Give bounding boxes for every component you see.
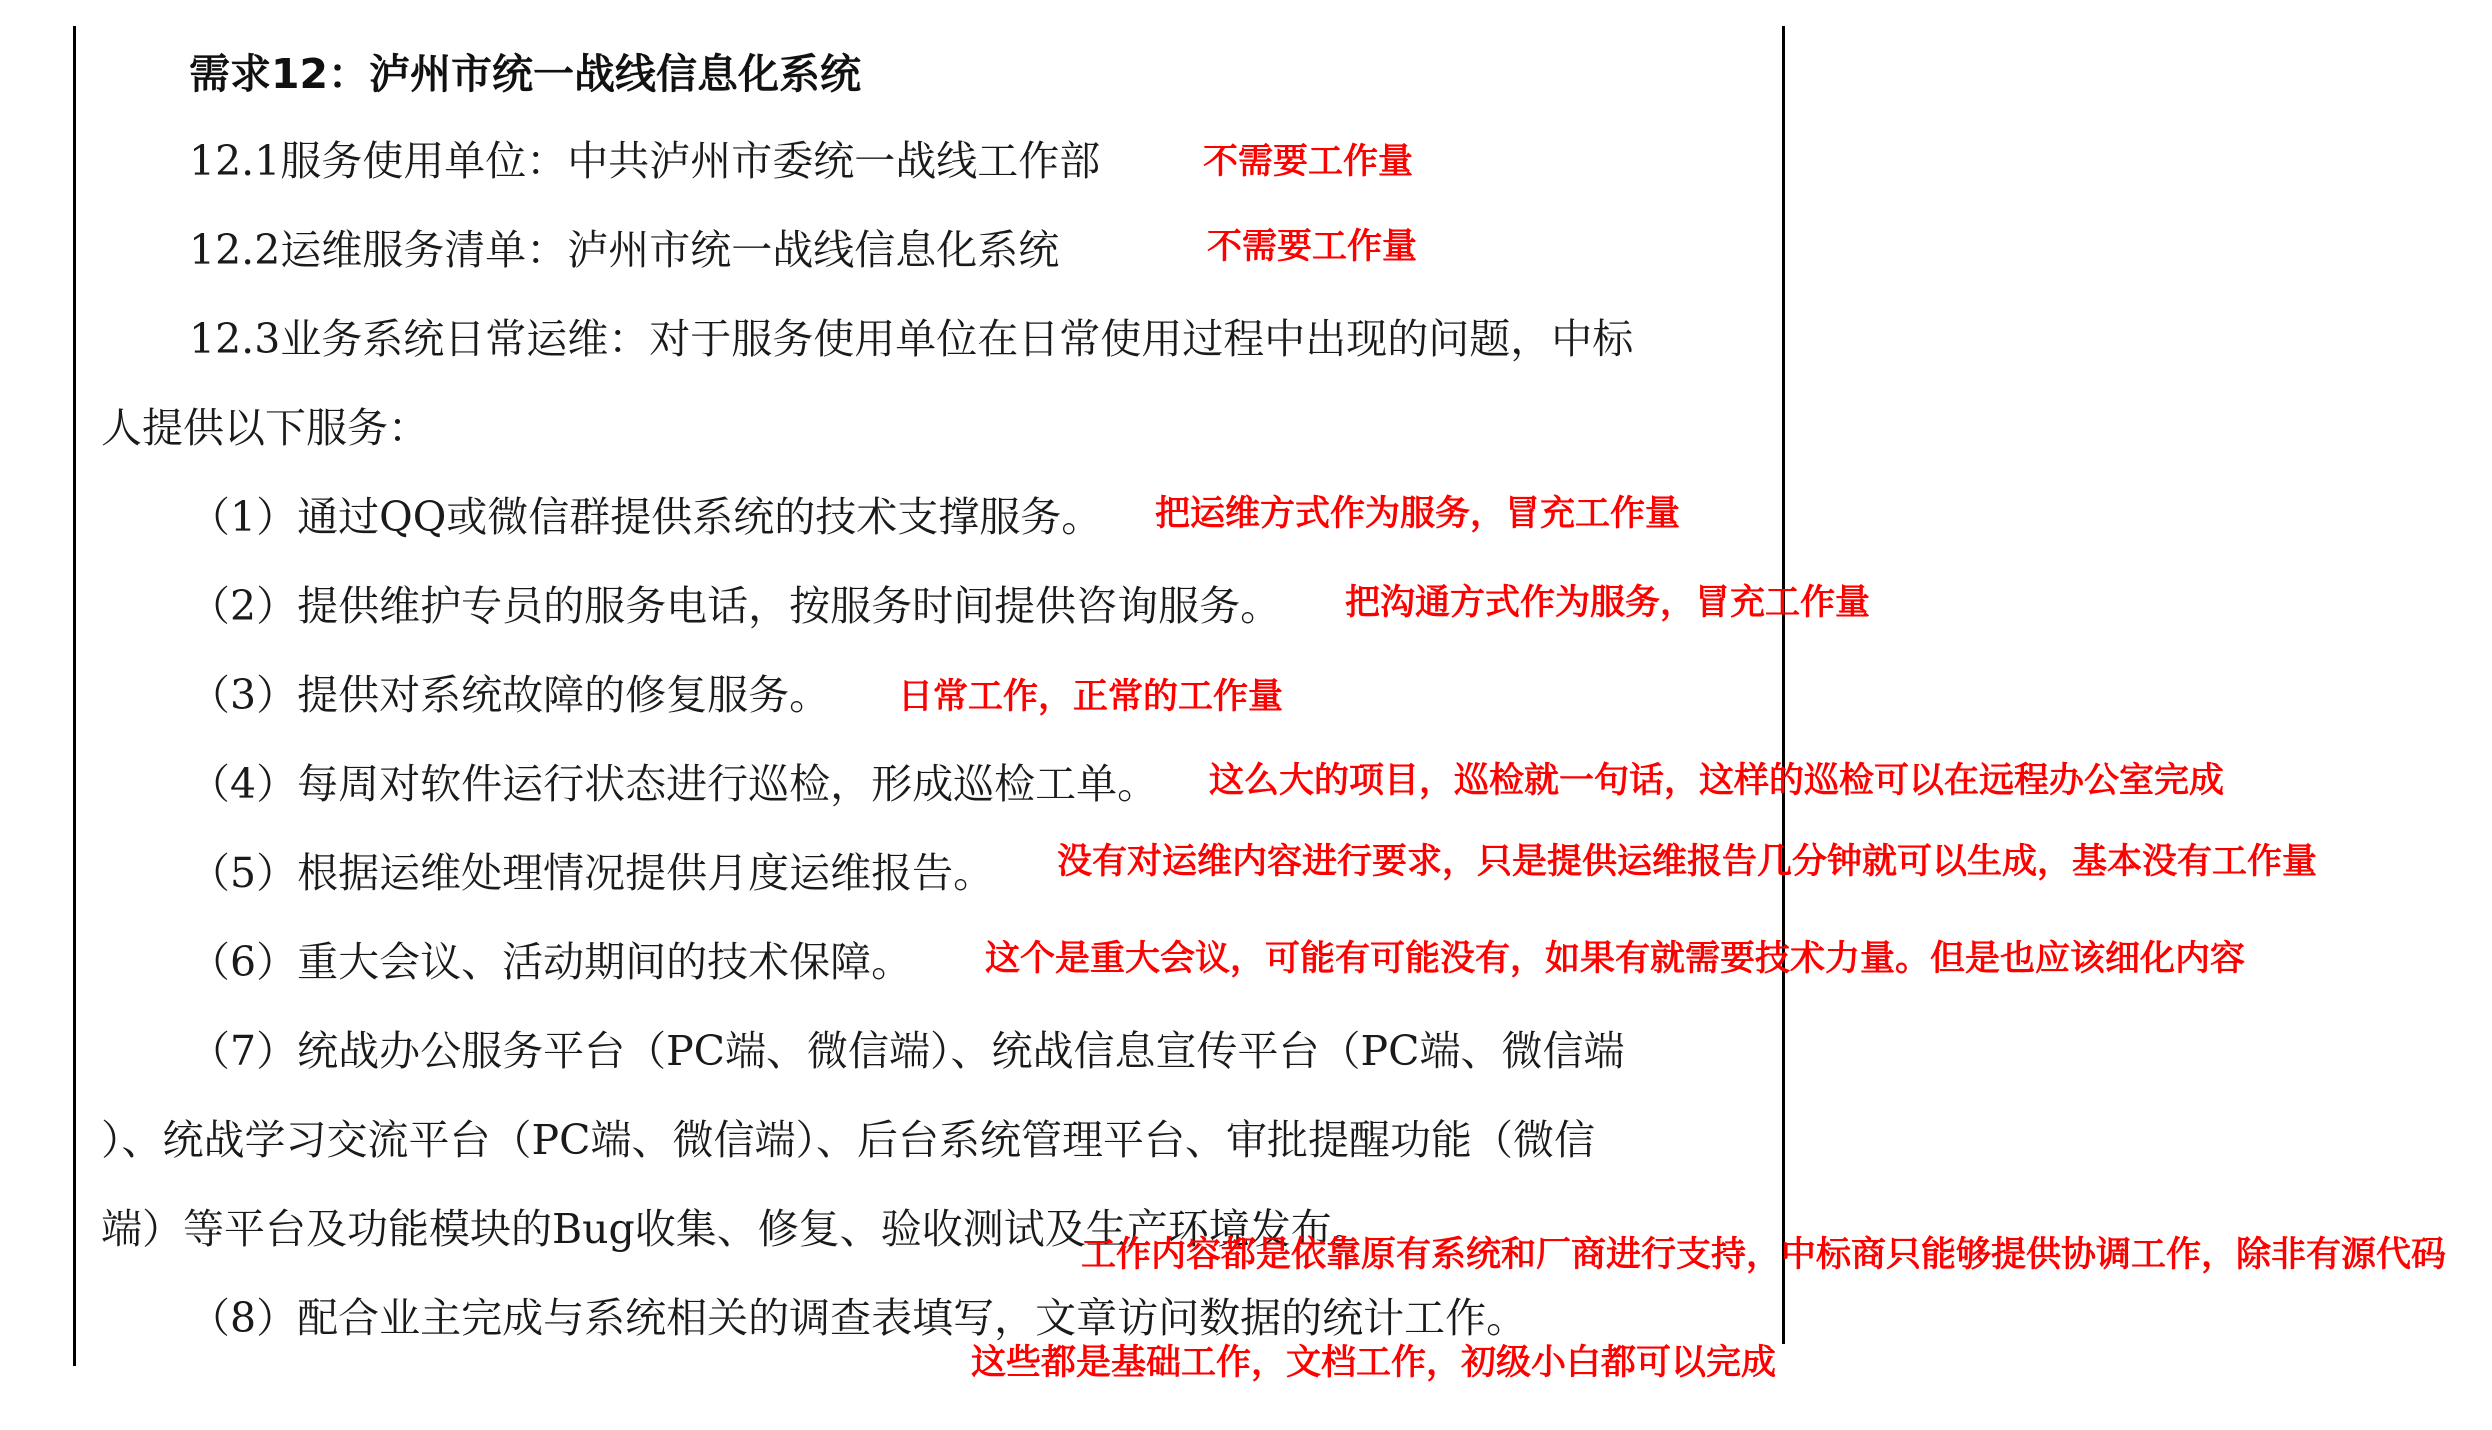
item-12-1: 12.1服务使用单位：中共泸州市委统一战线工作部 (189, 137, 1101, 185)
item-12-3-line2: 人提供以下服务： (101, 404, 429, 452)
service-item-2: （2）提供维护专员的服务电话，按服务时间提供咨询服务。 (189, 582, 1282, 630)
service-item-7-line1: （7）统战办公服务平台（PC端、微信端）、统战信息宣传平台（PC端、微信端 (189, 1027, 1625, 1075)
service-item-7-line2: ）、统战学习交流平台（PC端、微信端）、后台系统管理平台、审批提醒功能（微信 (101, 1116, 1595, 1164)
annotation-service-7: 工作内容都是依靠原有系统和厂商进行支持，中标商只能够提供协调工作，除非有源代码 (1081, 1235, 2447, 1275)
service-item-5: （5）根据运维处理情况提供月度运维报告。 (189, 849, 995, 897)
annotation-service-4: 这么大的项目，巡检就一句话，这样的巡检可以在远程办公室完成 (1209, 761, 2225, 801)
item-12-3-line1: 12.3业务系统日常运维：对于服务使用单位在日常使用过程中出现的问题，中标 (189, 315, 1634, 363)
right-margin-rule (1782, 26, 1785, 1344)
requirement-heading: 需求12：泸州市统一战线信息化系统 (189, 50, 862, 98)
left-margin-rule (73, 26, 76, 1366)
annotation-12-1: 不需要工作量 (1203, 142, 1414, 182)
service-item-1: （1）通过QQ或微信群提供系统的技术支撑服务。 (189, 493, 1103, 541)
item-12-2: 12.2运维服务清单：泸州市统一战线信息化系统 (189, 226, 1060, 274)
service-item-4: （4）每周对软件运行状态进行巡检，形成巡检工单。 (189, 760, 1159, 808)
service-item-8: （8）配合业主完成与系统相关的调查表填写，文章访问数据的统计工作。 (189, 1294, 1528, 1342)
annotation-12-2: 不需要工作量 (1207, 227, 1418, 267)
service-item-6: （6）重大会议、活动期间的技术保障。 (189, 938, 913, 986)
annotation-service-3: 日常工作，正常的工作量 (898, 677, 1284, 717)
annotation-service-1: 把运维方式作为服务，冒充工作量 (1155, 494, 1681, 534)
service-item-7-line3: 端）等平台及功能模块的Bug收集、修复、验收测试及生产环境发布。 (101, 1205, 1373, 1253)
service-item-3: （3）提供对系统故障的修复服务。 (189, 671, 831, 719)
annotation-service-6: 这个是重大会议，可能有可能没有，如果有就需要技术力量。但是也应该细化内容 (985, 939, 2246, 979)
annotation-service-8: 这些都是基础工作，文档工作，初级小白都可以完成 (971, 1343, 1777, 1383)
annotation-service-5: 没有对运维内容进行要求，只是提供运维报告几分钟就可以生成，基本没有工作量 (1057, 842, 2318, 882)
annotation-service-2: 把沟通方式作为服务，冒充工作量 (1345, 583, 1871, 623)
